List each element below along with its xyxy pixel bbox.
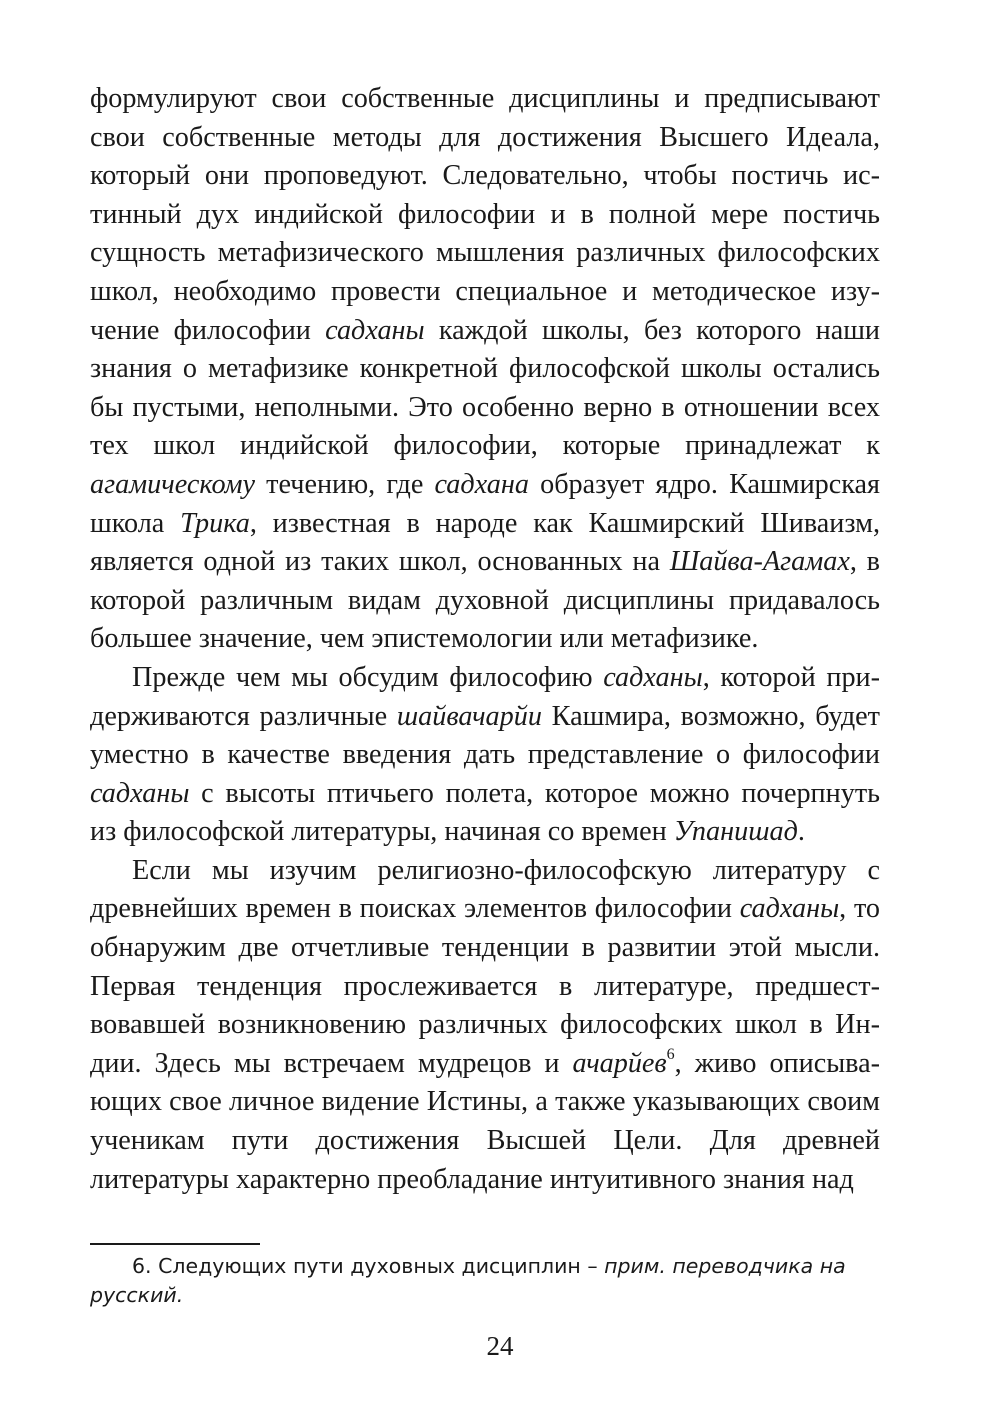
italic-term: Упанишад: [673, 816, 798, 848]
text-span: , в которой различным видам духовной дисциплины придавалось большее значение, чем эпистемологии или метафизике.: [90, 546, 880, 655]
text-span: образует ядро. Кашмирская школа: [90, 468, 880, 539]
italic-term: садханы: [603, 661, 703, 693]
text-span: Если мы изучим религиозно-философскую литературу с древнейших времен в поисках элементов философии: [90, 854, 880, 925]
footnote: [90, 1252, 880, 1310]
text-span: Кашмира, возможно, будет уместно в качестве введения дать представление о философии: [90, 700, 880, 771]
paragraph-3: [90, 852, 880, 1199]
italic-term: ачарйев: [572, 1047, 667, 1079]
text-span: , которой придерживаются различные: [90, 661, 881, 732]
page-number: 24: [486, 1331, 514, 1361]
text-span: , живо описывающих свое личное видение Истины, а также указывающих своим ученикам пути достижения Высшей Цели. Для древней литературы характерно преобладание интуитивного знания над: [90, 1047, 880, 1195]
text-span: формулируют свои собственные дисциплины и предписывают свои собственные методы для достижения Высшего Идеала, который они проповедуют. Следовательно, чтобы постичь истинный дух индийской философии и в полной мере постичь сущность метафизического мышления различных философских школ, необходимо провести специальное и методическое изучение философии: [90, 83, 880, 346]
main-text: [90, 80, 880, 1199]
footnote-divider: [90, 1243, 260, 1245]
text-span: , известная в народе как Кашмирский Шиваизм, является одной из таких школ, основанных на: [90, 507, 880, 578]
italic-term: садхана: [434, 468, 529, 500]
italic-term: шайвачарйи: [396, 700, 542, 732]
italic-term: агамическому: [90, 468, 255, 500]
italic-term: Трика: [180, 507, 250, 539]
paragraph-2: [90, 659, 880, 852]
text-span: течению, где: [255, 468, 435, 500]
text-span: Прежде чем мы обсудим философию: [132, 661, 604, 693]
text-span: , то обнаружим две отчетливые тенденции в развитии этой мысли. Первая тенденция прослеживается в литературе, предшествовавшей возникновению различных философских школ в Индии. Здесь мы встречаем мудрецов и: [90, 893, 880, 1079]
text-span: каждой школы, без которого наши знания о метафизике конкретной философской школы остались бы пустыми, неполными. Это особенно верно в отношении всех тех школ индийской философии, которые принадлежат к: [90, 314, 881, 462]
italic-term: Шайва-Агамах: [669, 546, 850, 578]
footnote-reference[interactable]: 6: [666, 1046, 675, 1064]
footnote-note: прим. переводчика на русский.: [90, 1254, 846, 1307]
italic-term: садханы: [739, 893, 840, 925]
text-span: с высоты птичьего полета, которое можно почерпнуть из философской литературы, начиная со времен: [90, 777, 880, 848]
italic-term: садханы: [90, 777, 190, 809]
footnote-text: 6. Следующих пути духовных дисциплин –: [132, 1254, 605, 1278]
text-span: .: [797, 816, 805, 848]
paragraph-1: [90, 80, 880, 659]
italic-term: садханы: [325, 314, 425, 346]
